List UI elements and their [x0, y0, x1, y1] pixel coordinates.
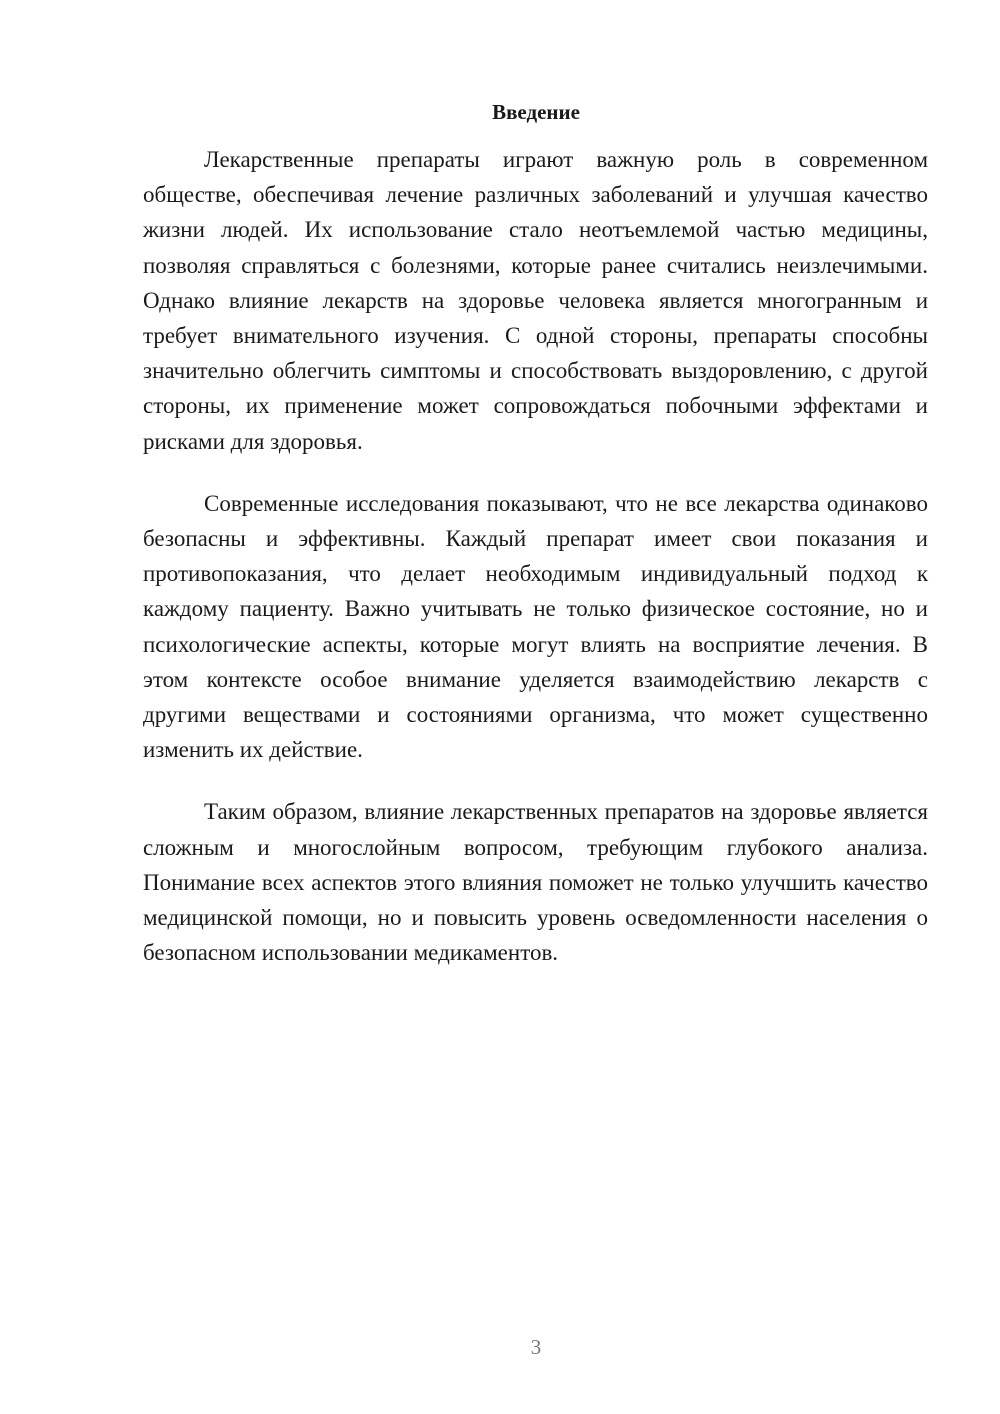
paragraph-1: Лекарственные препараты играют важную роль в современном обществе, обеспечивая лечение различных заболеваний и улучшая качество жизни людей. Их использование стало неотъемлемой частью медицины, позволяя справляться с болезнями, которые ранее считались неизлечимыми. Однако влияние лекарств на здоровье человека является многогранным и требует внимательного изучения. С одной стороны, препараты способны значительно облегчить симптомы и способствовать выздоровлению, с другой стороны, их применение может сопровождаться побочными эффектами и рисками для здоровья.	[143, 147, 928, 454]
section-heading: Введение	[492, 100, 580, 124]
page-number: 3	[530, 1335, 542, 1359]
paragraph-3: Таким образом, влияние лекарственных препаратов на здоровье является сложным и многослойным вопросом, требующим глубокого анализа. Понимание всех аспектов этого влияния поможет не только улучшить качество медицинской помощи, но и повысить уровень осведомленности населения о безопасном использовании медикаментов.	[143, 799, 928, 966]
paragraph-2: Современные исследования показывают, что не все лекарства одинаково безопасны и эффективны. Каждый препарат имеет свои показания и противопоказания, что делает необходимым индивидуальный подход к каждому пациенту. Важно учитывать не только физическое состояние, но и психологические аспекты, которые могут влиять на восприятие лечения. В этом контексте особое внимание уделяется взаимодействию лекарств с другими веществами и состояниями организма, что может существенно изменить их действие.	[143, 490, 928, 763]
body-text	[143, 142, 928, 997]
